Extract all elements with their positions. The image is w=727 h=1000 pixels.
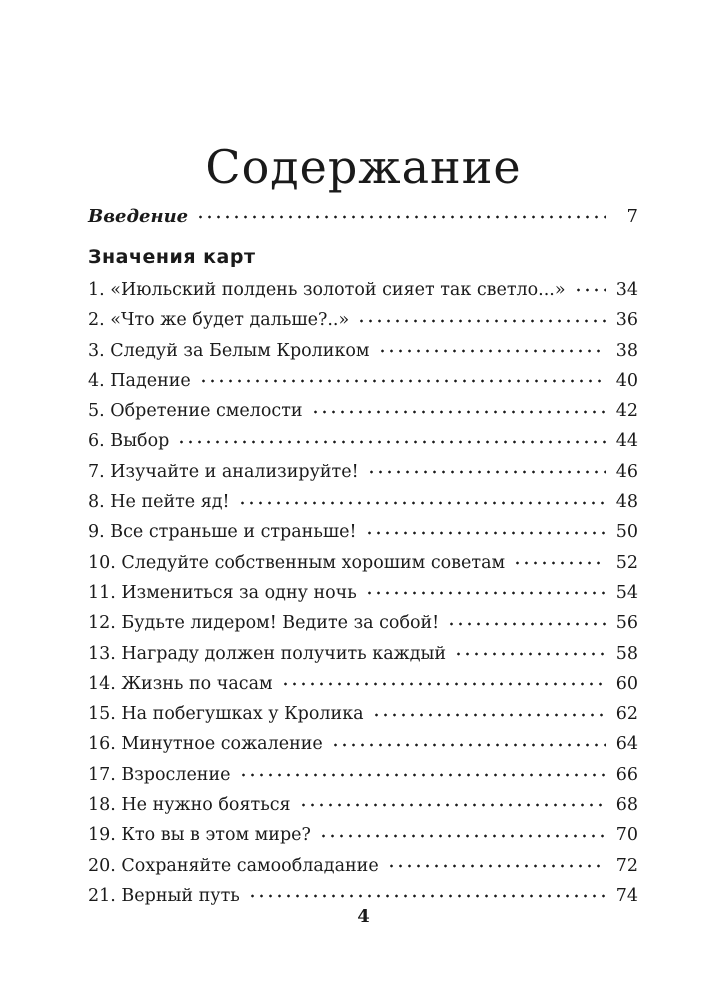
toc-intro-entry bbox=[88, 200, 638, 228]
toc-entry bbox=[88, 274, 638, 304]
toc-entry-title: 9. Все страньше и страньше! bbox=[88, 522, 357, 543]
page-title: Содержание bbox=[205, 139, 522, 194]
toc-entry-title: 6. Выбор bbox=[88, 431, 170, 452]
toc-entry bbox=[88, 516, 638, 546]
toc-entry bbox=[88, 304, 638, 334]
toc-leader-dots bbox=[331, 728, 606, 749]
toc-entry-page: 46 bbox=[615, 461, 638, 482]
toc-entry-title: 17. Взросление bbox=[88, 764, 231, 785]
toc-leader-dots bbox=[199, 365, 606, 386]
toc-leader-dots bbox=[311, 395, 606, 416]
toc-entry-page: 70 bbox=[615, 825, 638, 846]
toc-entry-title: 20. Сохраняйте самообладание bbox=[88, 855, 379, 876]
toc-entry-page: 40 bbox=[615, 370, 638, 391]
toc-entry bbox=[88, 365, 638, 395]
toc-entry-title: 21. Верный путь bbox=[88, 885, 240, 906]
toc-entry-page: 72 bbox=[615, 855, 638, 876]
toc-leader-dots bbox=[248, 880, 606, 901]
toc-entry bbox=[88, 789, 638, 819]
toc-entry-title: 8. Не пейте яд! bbox=[88, 492, 230, 513]
toc-entry-page: 56 bbox=[615, 613, 638, 634]
toc-entry-page: 48 bbox=[615, 492, 638, 513]
toc-entry-page: 36 bbox=[615, 310, 638, 331]
toc-entry-page: 34 bbox=[615, 280, 638, 300]
toc-entry-page: 50 bbox=[615, 522, 638, 543]
toc-entry bbox=[88, 395, 638, 425]
toc-entry-page: 62 bbox=[615, 704, 638, 725]
toc-leader-dots bbox=[196, 200, 606, 222]
toc-entry-page: 74 bbox=[615, 885, 638, 906]
toc-entry-page: 66 bbox=[615, 764, 638, 785]
toc-entry-page: 54 bbox=[615, 582, 638, 603]
toc-entry-title: 2. «Что же будет дальше?..» bbox=[88, 310, 350, 331]
toc-leader-dots bbox=[574, 274, 606, 295]
toc-leader-dots bbox=[281, 668, 606, 689]
toc-entry-title: 7. Изучайте и анализируйте! bbox=[88, 461, 359, 482]
toc-entry bbox=[88, 335, 638, 365]
toc-entry bbox=[88, 698, 638, 728]
toc-entry-page: 38 bbox=[615, 340, 638, 361]
toc-entry-title: 13. Награду должен получить каждый bbox=[88, 643, 447, 664]
toc-entry-page: 44 bbox=[615, 431, 638, 452]
toc-leader-dots bbox=[378, 335, 606, 356]
toc-entry bbox=[88, 547, 638, 577]
toc-entry bbox=[88, 577, 638, 607]
toc-entry-title: 3. Следуй за Белым Кроликом bbox=[88, 340, 370, 361]
toc-leader-dots bbox=[238, 486, 606, 507]
toc-entry bbox=[88, 638, 638, 668]
toc-entry-page: 68 bbox=[615, 795, 638, 816]
toc-entry bbox=[88, 850, 638, 880]
toc-entry-title: 5. Обретение смелости bbox=[88, 401, 303, 422]
toc-entry-title: 16. Минутное сожаление bbox=[88, 734, 323, 755]
page-number: 4 bbox=[357, 906, 370, 927]
toc-entry-page: 64 bbox=[615, 734, 638, 755]
toc-entry-page: 42 bbox=[615, 401, 638, 422]
toc-entry bbox=[88, 486, 638, 516]
toc-entry bbox=[88, 668, 638, 698]
toc-entry-title: 15. На побегушках у Кролика bbox=[88, 704, 364, 725]
toc-leader-dots bbox=[372, 698, 606, 719]
toc-entry-title: 12. Будьте лидером! Ведите за собой! bbox=[88, 613, 440, 634]
toc-entry-title: 18. Не нужно бояться bbox=[88, 795, 291, 816]
toc-intro-page: 7 bbox=[626, 205, 638, 227]
toc-leader-dots bbox=[387, 850, 606, 871]
toc-entry bbox=[88, 425, 638, 455]
toc-entry-title: 11. Измениться за одну ночь bbox=[88, 582, 357, 603]
toc-leader-dots bbox=[299, 789, 606, 810]
toc-leader-dots bbox=[177, 425, 606, 446]
toc-entry bbox=[88, 759, 638, 789]
toc-entry-title: 19. Кто вы в этом мире? bbox=[88, 825, 311, 846]
toc-leader-dots bbox=[239, 759, 607, 780]
toc-entry-title: 4. Падение bbox=[88, 370, 191, 391]
toc-leader-dots bbox=[367, 456, 606, 477]
toc-leader-dots bbox=[513, 547, 606, 568]
toc-entry bbox=[88, 819, 638, 849]
toc-leader-dots bbox=[454, 638, 606, 659]
toc-leader-dots bbox=[365, 516, 606, 537]
section-heading: Значения карт bbox=[88, 246, 256, 268]
toc-entry-title: 1. «Июльский полдень золотой сияет так светло...» bbox=[88, 280, 566, 300]
toc-entry-title: 14. Жизнь по часам bbox=[88, 673, 273, 694]
toc-entry-page: 58 bbox=[615, 643, 638, 664]
toc-leader-dots bbox=[319, 819, 606, 840]
toc-entry bbox=[88, 607, 638, 637]
toc-entry-page: 52 bbox=[615, 552, 638, 573]
toc-entry-page: 60 bbox=[615, 673, 638, 694]
toc-entry-title: 10. Следуйте собственным хорошим советам bbox=[88, 552, 506, 573]
toc-intro-title: Введение bbox=[88, 205, 189, 227]
toc-entry bbox=[88, 456, 638, 486]
toc-list bbox=[88, 274, 638, 910]
toc-leader-dots bbox=[357, 304, 606, 325]
toc-leader-dots bbox=[365, 577, 606, 598]
toc-entry bbox=[88, 728, 638, 758]
toc-leader-dots bbox=[447, 607, 606, 628]
